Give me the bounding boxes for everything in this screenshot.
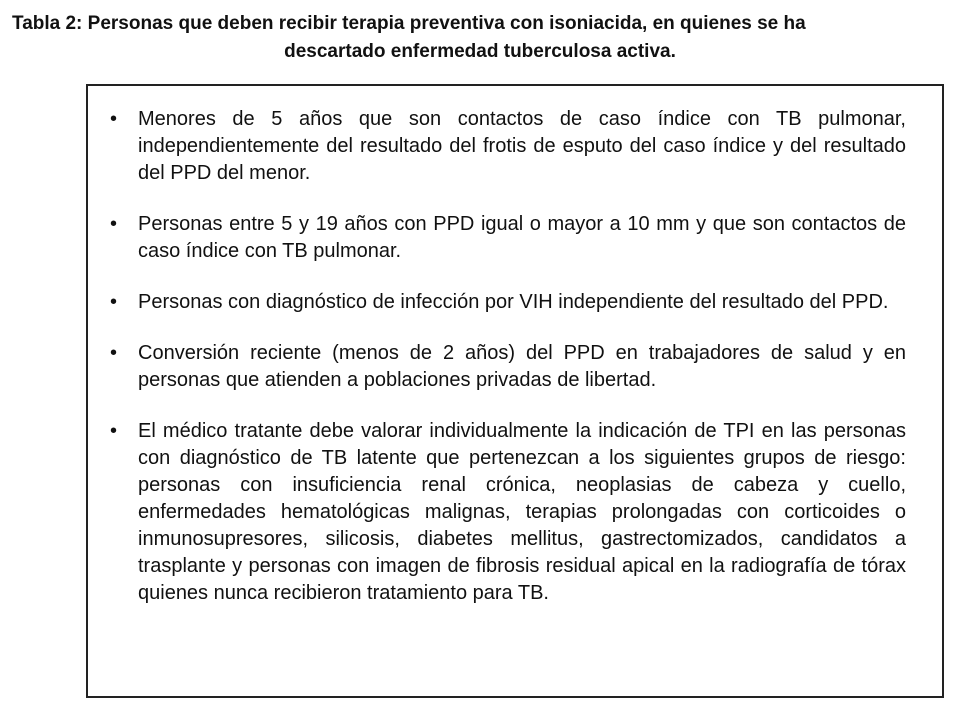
bullet-icon: • — [110, 420, 118, 442]
criteria-box — [86, 84, 944, 698]
list-item — [106, 106, 906, 187]
list-item — [106, 289, 906, 316]
bullet-icon: • — [110, 291, 118, 313]
list-item-text: Personas con diagnóstico de infección por VIH independiente del resultado del PPD. — [138, 291, 889, 313]
list-item-text: Personas entre 5 y 19 años con PPD igual o mayor a 10 mm y que son contactos de caso índice con TB pulmonar. — [138, 213, 906, 262]
list-item-text: Conversión reciente (menos de 2 años) del PPD en trabajadores de salud y en personas que atienden a poblaciones privadas de libertad. — [138, 342, 906, 391]
list-item — [106, 418, 906, 607]
caption-line-1: Tabla 2: Personas que deben recibir terapia preventiva con isoniacida, en quienes se ha — [12, 13, 806, 34]
bullet-icon: • — [110, 342, 118, 364]
table-caption — [0, 10, 960, 66]
list-item-text: El médico tratante debe valorar individualmente la indicación de TPI en las personas con diagnóstico de TB latente que pertenezcan a los siguientes grupos de riesgo: personas con insuficiencia renal crónica, neoplasias de cabeza y cuello, enfermedades hematológicas malignas, terapias prolongadas con corticoides o inmunosupresores, silicosis, diabetes mellitus, gastrectomizados, candidatos a trasplante y personas con imagen de fibrosis residual apical en la radiografía de tórax quienes nunca recibieron tratamiento para TB. — [138, 420, 906, 604]
list-item-text: Menores de 5 años que son contactos de caso índice con TB pulmonar, independientemente del resultado del frotis de esputo del caso índice y del resultado del PPD del menor. — [138, 108, 906, 184]
list-item — [106, 340, 906, 394]
criteria-list — [106, 106, 906, 607]
list-item — [106, 211, 906, 265]
bullet-icon: • — [110, 213, 118, 235]
bullet-icon: • — [110, 108, 118, 130]
caption-line-2: descartado enfermedad tuberculosa activa. — [284, 41, 676, 62]
